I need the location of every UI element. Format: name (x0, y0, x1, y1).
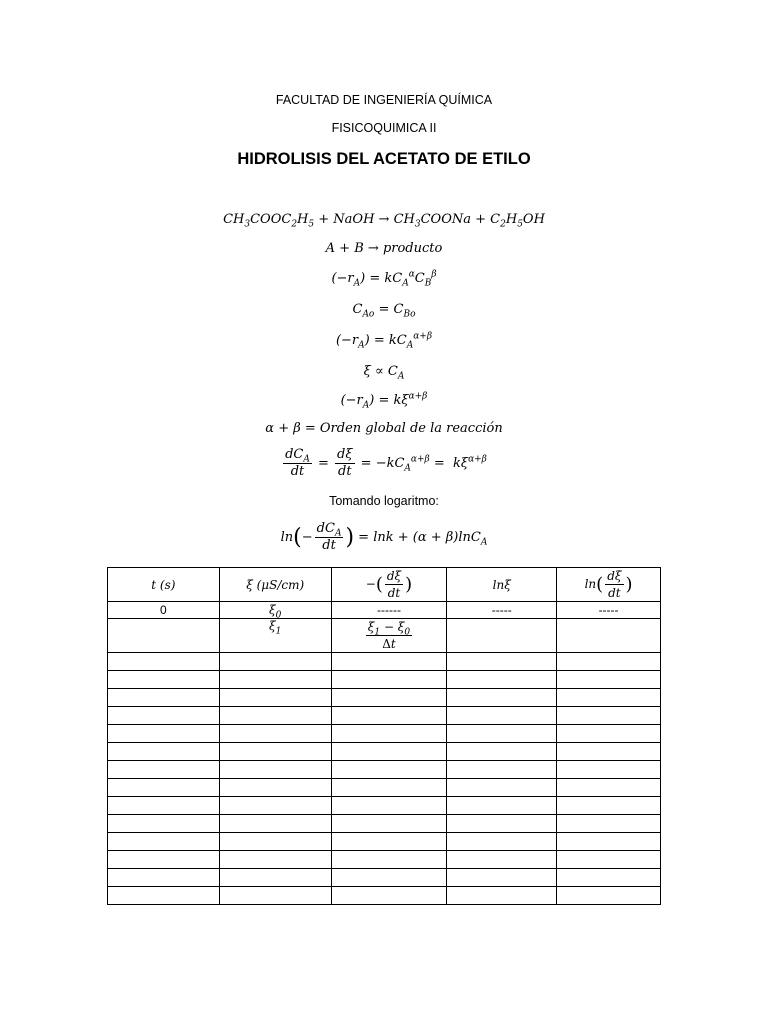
table-cell (447, 725, 557, 743)
table-cell (108, 797, 220, 815)
table-cell (331, 815, 447, 833)
initial-concentration-equation: $C_{Ao} = C_{Bo}$ (352, 302, 416, 320)
data-table (107, 567, 661, 905)
table-cell (219, 743, 331, 761)
table-cell (447, 815, 557, 833)
header-time: t (s) (108, 568, 220, 602)
table-cell: ------ (331, 602, 447, 619)
header-ln-rate: ln( $\frac{d\xi}{dt}$ ) (557, 568, 661, 602)
generic-reaction-equation: A + B → producto (325, 241, 443, 256)
header-conductivity: ξ (μS/cm) (219, 568, 331, 602)
table-cell (219, 707, 331, 725)
table-cell (557, 797, 661, 815)
table-cell: $\frac{\xi_1 - \xi_0}{\Delta t}$ (331, 619, 447, 653)
table-cell (108, 653, 220, 671)
global-order-label: Orden global de la reacción (319, 421, 503, 436)
table-cell (108, 887, 220, 905)
document-title: HIDROLISIS DEL ACETATO DE ETILO (237, 150, 531, 168)
table-cell (557, 779, 661, 797)
table-row (108, 833, 661, 851)
table-cell (108, 833, 220, 851)
table-row (108, 869, 661, 887)
table-cell (331, 779, 447, 797)
table-cell (557, 743, 661, 761)
table-row (108, 653, 661, 671)
table-row (108, 851, 661, 869)
table-cell (108, 779, 220, 797)
table-cell (331, 887, 447, 905)
table-header-row (108, 568, 661, 602)
table-cell (331, 869, 447, 887)
table-cell (219, 689, 331, 707)
table-cell (557, 869, 661, 887)
table-cell (219, 797, 331, 815)
course-heading: FISICOQUIMICA II (331, 121, 437, 135)
table-cell (108, 761, 220, 779)
table-row (108, 671, 661, 689)
table-cell (447, 619, 557, 653)
logarithm-caption: Tomando logaritmo: (329, 494, 439, 508)
table-row (108, 689, 661, 707)
table-row (108, 815, 661, 833)
table-cell (557, 833, 661, 851)
product-label: producto (382, 241, 443, 256)
table-cell (331, 671, 447, 689)
rate-law-equation: $(-r_A) = kC_A^\alpha C_B^\beta$ (331, 269, 437, 289)
reaction-equation: $CH_3COOC_2H_5$ + NaOH → $CH_3COONa + C_2H_5OH$ (223, 212, 545, 230)
table-cell (447, 851, 557, 869)
table-cell (557, 671, 661, 689)
table-cell (219, 779, 331, 797)
table-cell (447, 779, 557, 797)
logarithmic-equation: ln(− $\frac{dC_A}{dt}$ ) = lnk + (α + β)lnC$_A$ (280, 521, 488, 553)
table-row (108, 779, 661, 797)
table-cell (447, 707, 557, 725)
table-cell (557, 653, 661, 671)
table-cell (331, 725, 447, 743)
table-cell (331, 761, 447, 779)
table-cell (557, 851, 661, 869)
table-cell (219, 653, 331, 671)
faculty-heading: FACULTAD DE INGENIERÍA QUÍMICA (275, 93, 493, 107)
reaction-arrow: → (367, 241, 379, 256)
table-row (108, 725, 661, 743)
table-cell (219, 725, 331, 743)
table-row (108, 797, 661, 815)
rate-law-conductivity-equation: $(-r_A) = k\xi^{\alpha+\beta}$ (340, 391, 428, 411)
table-cell: $\xi_1$ (219, 619, 331, 653)
table-cell (219, 851, 331, 869)
header-ln-conductivity: lnξ (447, 568, 557, 602)
table-cell (557, 707, 661, 725)
table-cell (108, 725, 220, 743)
table-row (108, 707, 661, 725)
table-cell (219, 887, 331, 905)
table-cell (447, 671, 557, 689)
table-cell (447, 743, 557, 761)
table-cell (331, 851, 447, 869)
table-cell (447, 797, 557, 815)
table-cell (447, 887, 557, 905)
table-cell (108, 869, 220, 887)
table-cell: 0 (108, 602, 220, 619)
table-cell (447, 689, 557, 707)
table-cell (447, 653, 557, 671)
table-cell (108, 815, 220, 833)
table-cell (331, 707, 447, 725)
table-row (108, 743, 661, 761)
table-cell (219, 833, 331, 851)
table-cell: ----- (447, 602, 557, 619)
table-cell (219, 869, 331, 887)
table-cell: $\xi_0$ (219, 602, 331, 619)
table-row (108, 619, 661, 653)
rate-law-combined-equation: $(-r_A) = kC_A^{\alpha+\beta}$ (335, 331, 433, 351)
table-cell (108, 851, 220, 869)
table-cell (331, 833, 447, 851)
table-cell (108, 619, 220, 653)
table-cell (557, 815, 661, 833)
table-row (108, 761, 661, 779)
differential-rate-equation: $\frac{dC_A}{dt}$ = $\frac{d\xi}{dt}$ = $-kC_A^{\alpha+\beta} = k\xi^{\alpha+\beta}$ (285, 447, 487, 479)
table-cell (219, 761, 331, 779)
table-cell (331, 689, 447, 707)
table-cell (557, 689, 661, 707)
table-cell (557, 725, 661, 743)
table-cell (447, 761, 557, 779)
table-row (108, 887, 661, 905)
table-cell (557, 887, 661, 905)
table-cell (331, 797, 447, 815)
header-rate: −( $\frac{d\xi}{dt}$ ) (331, 568, 447, 602)
table-row (108, 602, 661, 619)
table-cell (557, 761, 661, 779)
table-cell (557, 619, 661, 653)
table-cell (447, 833, 557, 851)
table-cell (219, 815, 331, 833)
table-cell (331, 743, 447, 761)
table-cell (447, 869, 557, 887)
table-cell (108, 689, 220, 707)
proportionality-equation: $\xi \propto C_A$ (363, 364, 405, 382)
table-cell (108, 743, 220, 761)
table-cell (331, 653, 447, 671)
table-cell: ----- (557, 602, 661, 619)
table-cell (108, 707, 220, 725)
table-cell (108, 671, 220, 689)
global-order-equation: α + β = Orden global de la reacción (265, 421, 503, 436)
table-cell (219, 671, 331, 689)
